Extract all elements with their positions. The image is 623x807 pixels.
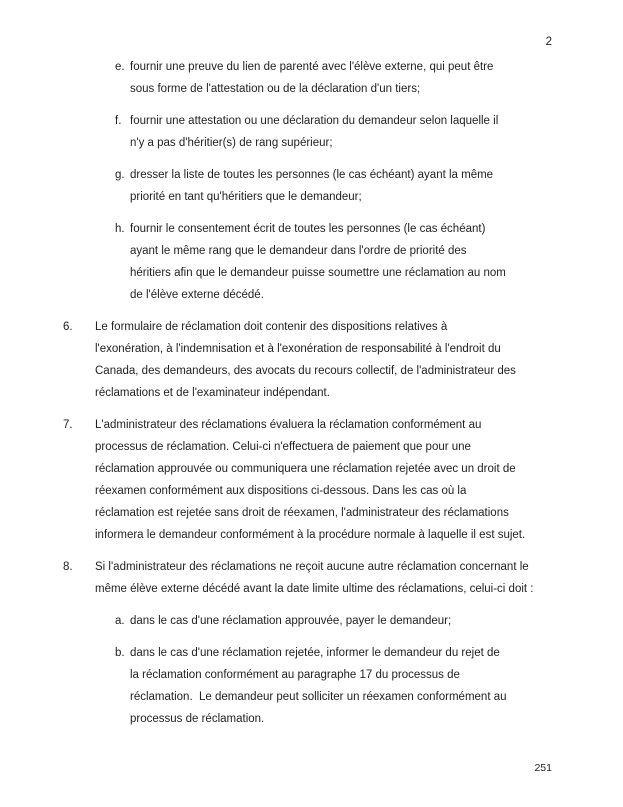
text-line: l'exonération, à l'indemnisation et à l'exonération de responsabilité à l'endroit du <box>95 343 501 355</box>
list-item-text <box>130 642 603 730</box>
list-item <box>63 110 603 154</box>
list-marker: 6. <box>63 321 73 333</box>
list-item <box>63 164 603 208</box>
list-item <box>63 556 603 600</box>
text-line: processus de réclamation. <box>130 713 265 725</box>
text-line: réclamation. Le demandeur peut solliciter un réexamen conformément au <box>130 691 507 703</box>
list-marker: 8. <box>63 561 73 573</box>
text-line: sous forme de l'attestation ou de la déclaration d'un tiers; <box>130 83 421 95</box>
text-line: Canada, des demandeurs, des avocats du recours collectif, de l'administrateur des <box>95 365 516 377</box>
text-line: réexamen conformément aux dispositions ci-dessous. Dans les cas où la <box>95 485 467 497</box>
document-body <box>63 56 603 740</box>
list-item-text <box>130 110 603 154</box>
text-line: dans le cas d'une réclamation approuvée, payer le demandeur; <box>130 615 452 627</box>
text-line: réclamation approuvée ou communiquera une réclamation rejetée avec un droit de <box>95 463 516 475</box>
list-item-text <box>95 556 603 600</box>
text-line: la réclamation conformément au paragraphe 17 du processus de <box>130 669 460 681</box>
text-line: processus de réclamation. Celui-ci n'effectuera de paiement que pour une <box>95 441 471 453</box>
text-line: fournir une attestation ou une déclaration du demandeur selon laquelle il <box>130 115 499 127</box>
list-item-text <box>130 56 603 100</box>
list-item <box>63 56 603 100</box>
text-line: fournir une preuve du lien de parenté avec l'élève externe, qui peut être <box>130 61 494 73</box>
list-item-text <box>130 610 603 632</box>
list-item-text <box>95 316 603 404</box>
text-line: dans le cas d'une réclamation rejetée, informer le demandeur du rejet de <box>130 647 500 659</box>
page-number-top: 2 <box>545 36 552 48</box>
text-line: réclamation est rejetée sans droit de réexamen, l'administrateur des réclamations <box>95 507 509 519</box>
list-item <box>63 642 603 730</box>
list-item-text <box>130 164 603 208</box>
text-line: informera le demandeur conformément à la procédure normale à laquelle il est sujet. <box>95 529 526 541</box>
text-line: réclamations et de l'examinateur indépendant. <box>95 387 330 399</box>
list-marker: b. <box>115 647 125 659</box>
text-line: héritiers afin que le demandeur puisse soumettre une réclamation au nom <box>130 267 506 279</box>
list-item <box>63 218 603 306</box>
list-item-text <box>95 414 603 546</box>
list-marker: g. <box>115 169 125 181</box>
list-item <box>63 316 603 404</box>
list-marker: 7. <box>63 419 73 431</box>
list-item <box>63 414 603 546</box>
list-marker: f. <box>115 115 122 127</box>
list-item <box>63 610 603 632</box>
text-line: priorité en tant qu'héritiers que le demandeur; <box>130 191 362 203</box>
text-line: même élève externe décédé avant la date limite ultime des réclamations, celui-ci doit : <box>95 583 534 595</box>
list-item-text <box>130 218 603 306</box>
text-line: Le formulaire de réclamation doit contenir des dispositions relatives à <box>95 321 448 333</box>
text-line: de l'élève externe décédé. <box>130 289 264 301</box>
text-line: dresser la liste de toutes les personnes (le cas échéant) ayant la même <box>130 169 494 181</box>
text-line: fournir le consentement écrit de toutes les personnes (le cas échéant) <box>130 223 486 235</box>
text-line: ayant le même rang que le demandeur dans l'ordre de priorité des <box>130 245 467 257</box>
text-line: n'y a pas d'héritier(s) de rang supérieur; <box>130 137 333 149</box>
list-marker: h. <box>115 223 125 235</box>
list-marker: a. <box>115 615 125 627</box>
list-marker: e. <box>115 61 125 73</box>
page-number-bottom: 251 <box>534 762 552 774</box>
text-line: Si l'administrateur des réclamations ne reçoit aucune autre réclamation concernant le <box>95 561 529 573</box>
text-line: L'administrateur des réclamations évaluera la réclamation conformément au <box>95 419 482 431</box>
